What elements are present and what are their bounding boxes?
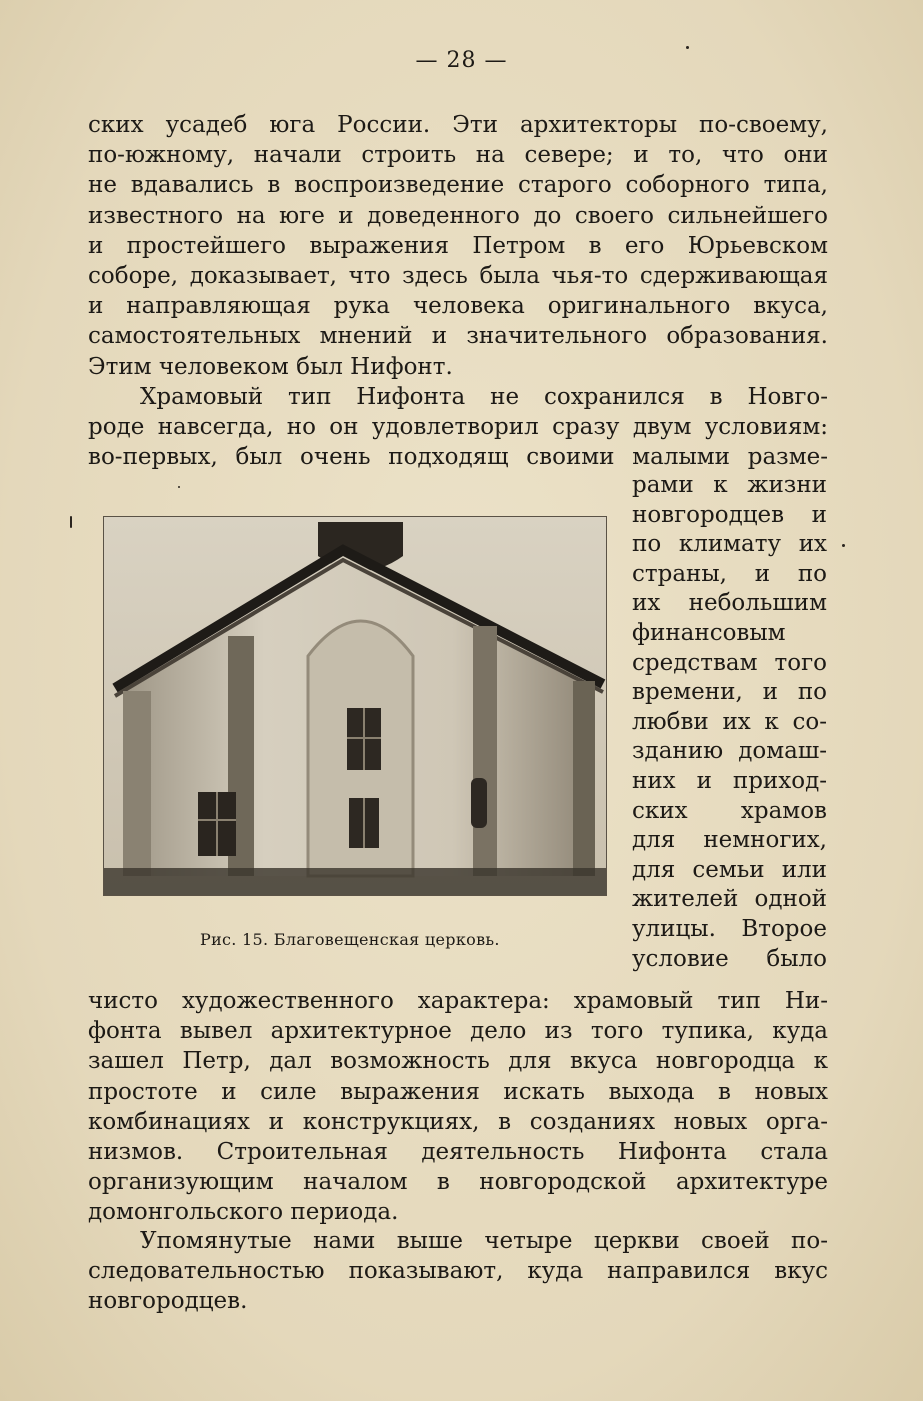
text-line: следовательностью показывают, куда направился вкус <box>88 1258 828 1285</box>
dust-speck <box>842 544 845 547</box>
text-line: зданию домаш- <box>632 738 827 765</box>
figure-caption: Рис. 15. Благовещенская церковь. <box>200 930 500 949</box>
text-line: страны, и по <box>632 560 827 587</box>
text-line: средствам того <box>632 649 827 676</box>
text-line: домонгольского периода. <box>88 1199 399 1226</box>
dust-speck <box>178 486 180 488</box>
text-line: комбинациях и конструкциях, в созданиях новых орга- <box>88 1108 828 1135</box>
text-line: фонта вывел архитектурное дело из того тупика, куда <box>88 1018 828 1045</box>
text-line: рами к жизни <box>632 472 827 498</box>
text-line: любви их к со- <box>632 708 827 735</box>
text-line: для немногих, <box>632 827 827 854</box>
text-line: ских усадеб юга России. Эти архитекторы по-своему, <box>88 112 828 138</box>
text-line: по-южному, начали строить на севере; и то, что они <box>88 142 828 169</box>
text-line: зашел Петр, дал возможность для вкуса новгородца к <box>88 1048 828 1075</box>
text-line: новгородцев. <box>88 1288 248 1315</box>
church-photograph <box>103 516 607 896</box>
text-line: Храмовый тип Нифонта не сохранился в Новго- <box>140 384 828 410</box>
text-line: новгородцев и <box>632 501 827 528</box>
text-line: соборе, доказывает, что здесь была чья-то сдерживающая <box>88 263 828 289</box>
dust-speck <box>70 516 72 528</box>
page-number: — 28 — <box>415 48 508 73</box>
text-line: них и приход- <box>632 768 827 794</box>
text-line: известного на юге и доведенного до своего сильнейшего <box>88 202 828 229</box>
text-line: и простейшего выражения Петром в его Юрьевском <box>88 232 828 259</box>
text-line: и направляющая рука человека оригинального вкуса, <box>88 293 828 320</box>
text-line: ских храмов <box>632 797 827 824</box>
text-line: не вдавались в воспроизведение старого соборного типа, <box>88 172 828 199</box>
text-line: во-первых, был очень подходящ своими малыми разме- <box>88 444 828 471</box>
text-line: роде навсегда, но он удовлетворил сразу двум условиям: <box>88 414 828 441</box>
text-line: организующим началом в новгородской архитектуре <box>88 1169 828 1196</box>
text-line: их небольшим <box>632 590 827 617</box>
text-line: улицы. Второе <box>632 916 827 942</box>
text-line: простоте и силе выражения искать выхода в новых <box>88 1078 828 1105</box>
text-line: Этим человеком был Нифонт. <box>88 353 453 380</box>
text-line: самостоятельных мнений и значительного образования. <box>88 323 828 350</box>
text-line: времени, и по <box>632 679 827 706</box>
text-line: чисто художественного характера: храмовый тип Ни- <box>88 988 828 1014</box>
text-line: условие было <box>632 945 827 972</box>
text-line: низмов. Строительная деятельность Нифонта стала <box>88 1139 828 1165</box>
text-line: Упомянутые нами выше четыре церкви своей по- <box>140 1228 828 1254</box>
text-line: жителей одной <box>632 886 827 913</box>
text-line: по климату их <box>632 531 827 558</box>
dust-speck <box>686 46 689 49</box>
text-line: для семьи или <box>632 856 827 883</box>
text-line: финансовым <box>632 620 786 646</box>
